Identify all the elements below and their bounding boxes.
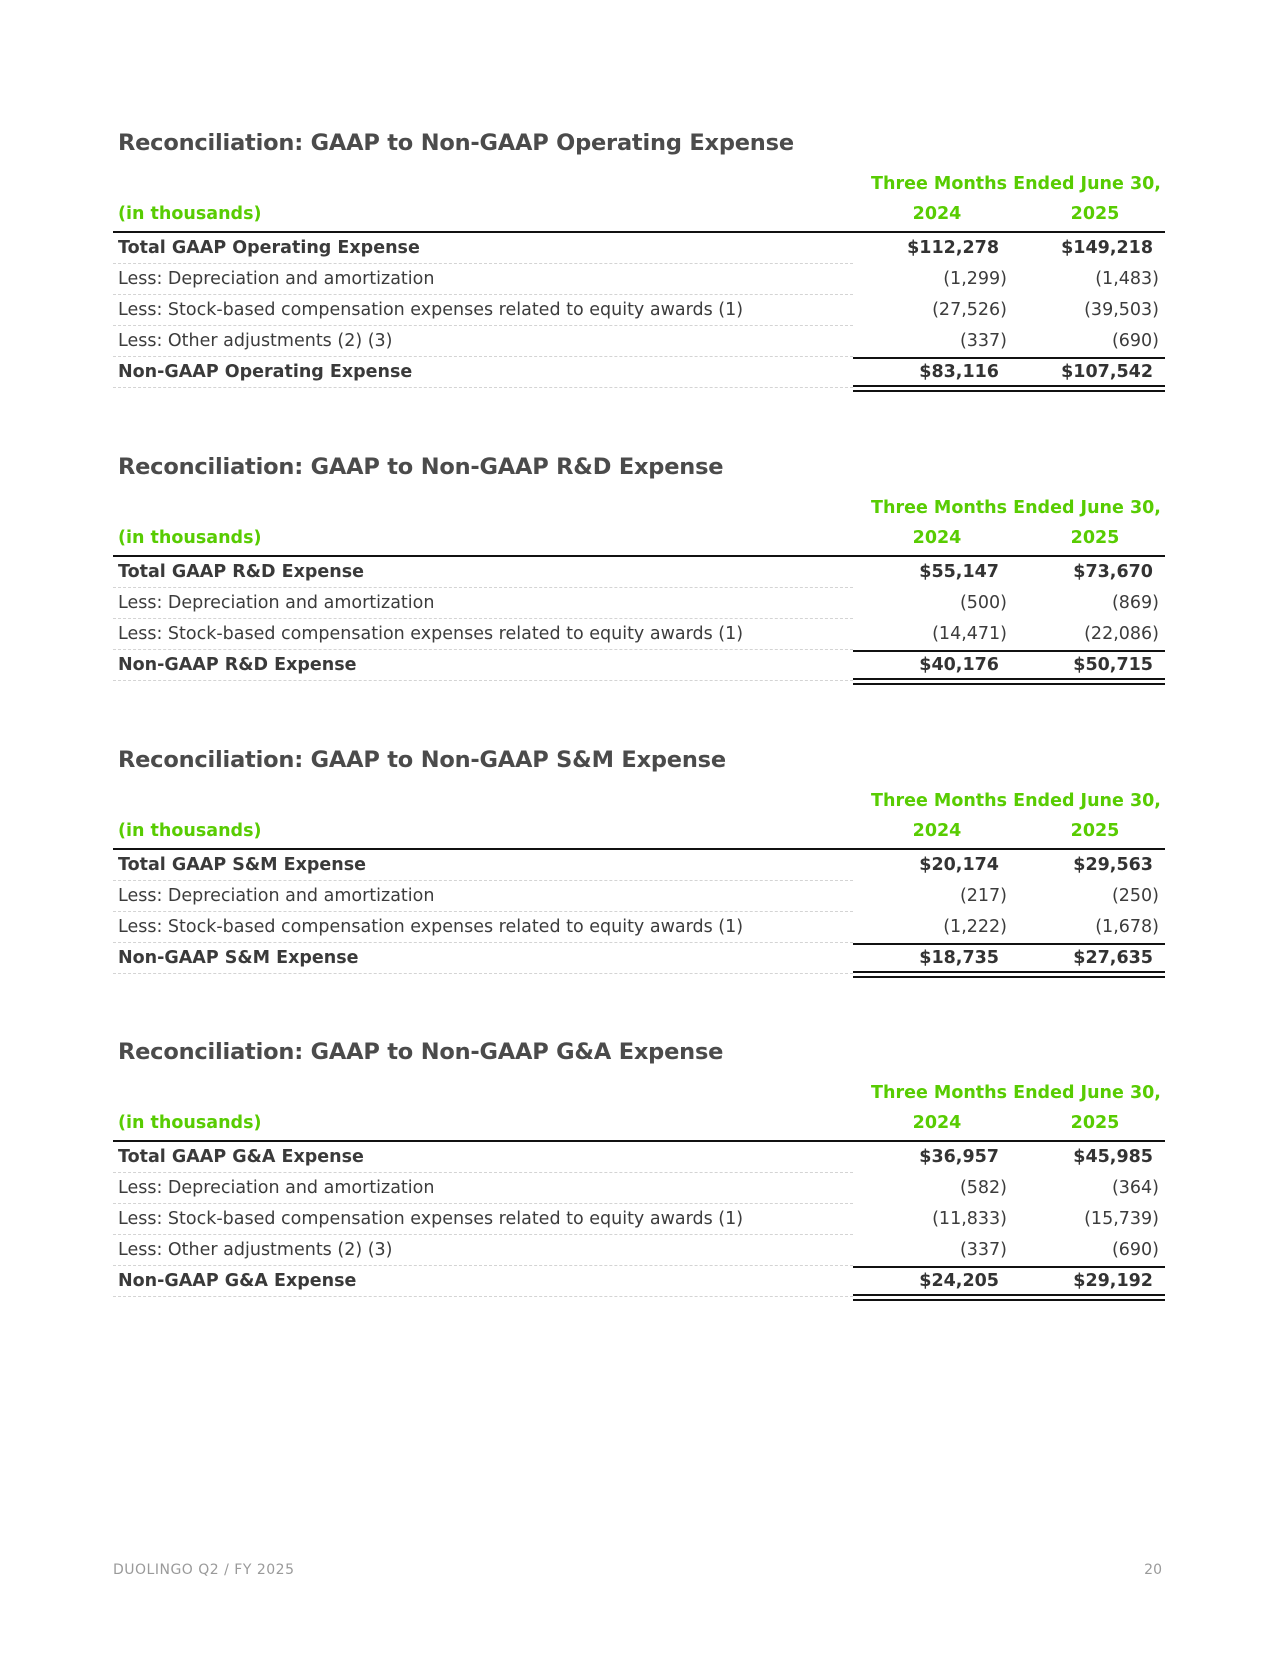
value-2024: (1,299) bbox=[943, 269, 1007, 289]
value-2024: (14,471) bbox=[932, 624, 1007, 644]
section-title: Reconciliation: GAAP to Non-GAAP S&M Expense bbox=[118, 747, 726, 773]
value-2025: (39,503) bbox=[1084, 300, 1159, 320]
unit-label: (in thousands) bbox=[118, 1113, 262, 1133]
year-header-2024: 2024 bbox=[912, 821, 962, 841]
value-2025: (364) bbox=[1111, 1178, 1159, 1198]
value-2025: $149,218 bbox=[1061, 238, 1153, 258]
value-2024: (500) bbox=[959, 593, 1007, 613]
row-label: Less: Stock-based compensation expenses related to equity awards (1) bbox=[118, 300, 744, 320]
row-label: Less: Stock-based compensation expenses related to equity awards (1) bbox=[118, 917, 744, 937]
row-label: Total GAAP R&D Expense bbox=[118, 562, 365, 582]
table-row bbox=[113, 881, 1165, 912]
value-2025: $45,985 bbox=[1073, 1147, 1153, 1167]
value-2024: (217) bbox=[959, 886, 1007, 906]
row-label: Total GAAP G&A Expense bbox=[118, 1147, 364, 1167]
value-2025: $107,542 bbox=[1061, 362, 1153, 382]
table-body bbox=[113, 850, 1165, 974]
double-underline bbox=[853, 678, 1165, 685]
year-header-2024: 2024 bbox=[912, 528, 962, 548]
value-2024: $55,147 bbox=[919, 562, 999, 582]
table-row bbox=[113, 1204, 1165, 1235]
row-label: Less: Stock-based compensation expenses related to equity awards (1) bbox=[118, 1209, 744, 1229]
year-header-2024: 2024 bbox=[912, 1113, 962, 1133]
value-2025: $29,192 bbox=[1073, 1271, 1153, 1291]
value-2024: (11,833) bbox=[932, 1209, 1007, 1229]
row-label: Non-GAAP S&M Expense bbox=[118, 948, 359, 968]
year-header-2025: 2025 bbox=[1070, 528, 1120, 548]
row-divider bbox=[113, 387, 853, 388]
row-label: Non-GAAP G&A Expense bbox=[118, 1271, 357, 1291]
year-header-2025: 2025 bbox=[1070, 1113, 1120, 1133]
value-2024: (1,222) bbox=[943, 917, 1007, 937]
value-2025: (1,678) bbox=[1095, 917, 1159, 937]
section-title: Reconciliation: GAAP to Non-GAAP G&A Expense bbox=[118, 1039, 724, 1065]
table-row bbox=[113, 588, 1165, 619]
table-body bbox=[113, 557, 1165, 681]
table-row bbox=[113, 264, 1165, 295]
table-row-total bbox=[113, 943, 1165, 974]
unit-label: (in thousands) bbox=[118, 821, 262, 841]
value-2024: (337) bbox=[959, 1240, 1007, 1260]
row-label: Less: Stock-based compensation expenses related to equity awards (1) bbox=[118, 624, 744, 644]
year-header-2025: 2025 bbox=[1070, 204, 1120, 224]
value-2025: (250) bbox=[1111, 886, 1159, 906]
row-divider bbox=[113, 973, 853, 974]
section-title: Reconciliation: GAAP to Non-GAAP Operating Expense bbox=[118, 130, 794, 156]
table-row bbox=[113, 326, 1165, 357]
table-body bbox=[113, 1142, 1165, 1297]
total-rule bbox=[853, 650, 1165, 652]
total-rule bbox=[853, 1266, 1165, 1268]
period-header: Three Months Ended June 30, bbox=[871, 174, 1161, 194]
total-rule bbox=[853, 357, 1165, 359]
value-2025: (869) bbox=[1111, 593, 1159, 613]
unit-label: (in thousands) bbox=[118, 528, 262, 548]
value-2024: (582) bbox=[959, 1178, 1007, 1198]
table-row-total bbox=[113, 357, 1165, 388]
row-label: Total GAAP S&M Expense bbox=[118, 855, 367, 875]
value-2024: $18,735 bbox=[919, 948, 999, 968]
value-2025: (690) bbox=[1111, 331, 1159, 351]
value-2024: $112,278 bbox=[907, 238, 999, 258]
value-2024: $40,176 bbox=[919, 655, 999, 675]
table-row bbox=[113, 295, 1165, 326]
row-label: Non-GAAP R&D Expense bbox=[118, 655, 357, 675]
table-row bbox=[113, 1235, 1165, 1266]
value-2025: (1,483) bbox=[1095, 269, 1159, 289]
value-2025: $50,715 bbox=[1073, 655, 1153, 675]
table-row-total bbox=[113, 1266, 1165, 1297]
unit-label: (in thousands) bbox=[118, 204, 262, 224]
double-underline bbox=[853, 385, 1165, 392]
section-title: Reconciliation: GAAP to Non-GAAP R&D Expense bbox=[118, 454, 724, 480]
table-row bbox=[113, 233, 1165, 264]
value-2025: $27,635 bbox=[1073, 948, 1153, 968]
value-2024: $24,205 bbox=[919, 1271, 999, 1291]
value-2024: (27,526) bbox=[932, 300, 1007, 320]
period-header: Three Months Ended June 30, bbox=[871, 791, 1161, 811]
double-underline bbox=[853, 971, 1165, 978]
table-row bbox=[113, 619, 1165, 650]
row-label: Less: Depreciation and amortization bbox=[118, 269, 435, 289]
value-2025: $29,563 bbox=[1073, 855, 1153, 875]
row-label: Less: Other adjustments (2) (3) bbox=[118, 1240, 393, 1260]
value-2024: (337) bbox=[959, 331, 1007, 351]
value-2025: $73,670 bbox=[1073, 562, 1153, 582]
year-header-2025: 2025 bbox=[1070, 821, 1120, 841]
double-underline bbox=[853, 1294, 1165, 1301]
year-header-2024: 2024 bbox=[912, 204, 962, 224]
row-label: Non-GAAP Operating Expense bbox=[118, 362, 413, 382]
table-row bbox=[113, 912, 1165, 943]
value-2024: $20,174 bbox=[919, 855, 999, 875]
row-divider bbox=[113, 1296, 853, 1297]
row-label: Less: Other adjustments (2) (3) bbox=[118, 331, 393, 351]
table-row bbox=[113, 557, 1165, 588]
row-label: Total GAAP Operating Expense bbox=[118, 238, 420, 258]
table-row bbox=[113, 850, 1165, 881]
value-2025: (690) bbox=[1111, 1240, 1159, 1260]
value-2025: (22,086) bbox=[1084, 624, 1159, 644]
row-label: Less: Depreciation and amortization bbox=[118, 593, 435, 613]
total-rule bbox=[853, 943, 1165, 945]
period-header: Three Months Ended June 30, bbox=[871, 498, 1161, 518]
footer-page-number: 20 bbox=[1144, 1562, 1162, 1578]
row-label: Less: Depreciation and amortization bbox=[118, 886, 435, 906]
value-2024: $83,116 bbox=[919, 362, 999, 382]
period-header: Three Months Ended June 30, bbox=[871, 1083, 1161, 1103]
value-2024: $36,957 bbox=[919, 1147, 999, 1167]
table-row-total bbox=[113, 650, 1165, 681]
table-body bbox=[113, 233, 1165, 388]
row-divider bbox=[113, 680, 853, 681]
row-label: Less: Depreciation and amortization bbox=[118, 1178, 435, 1198]
table-row bbox=[113, 1173, 1165, 1204]
table-row bbox=[113, 1142, 1165, 1173]
footer-document-label: DUOLINGO Q2 / FY 2025 bbox=[113, 1562, 295, 1578]
value-2025: (15,739) bbox=[1084, 1209, 1159, 1229]
